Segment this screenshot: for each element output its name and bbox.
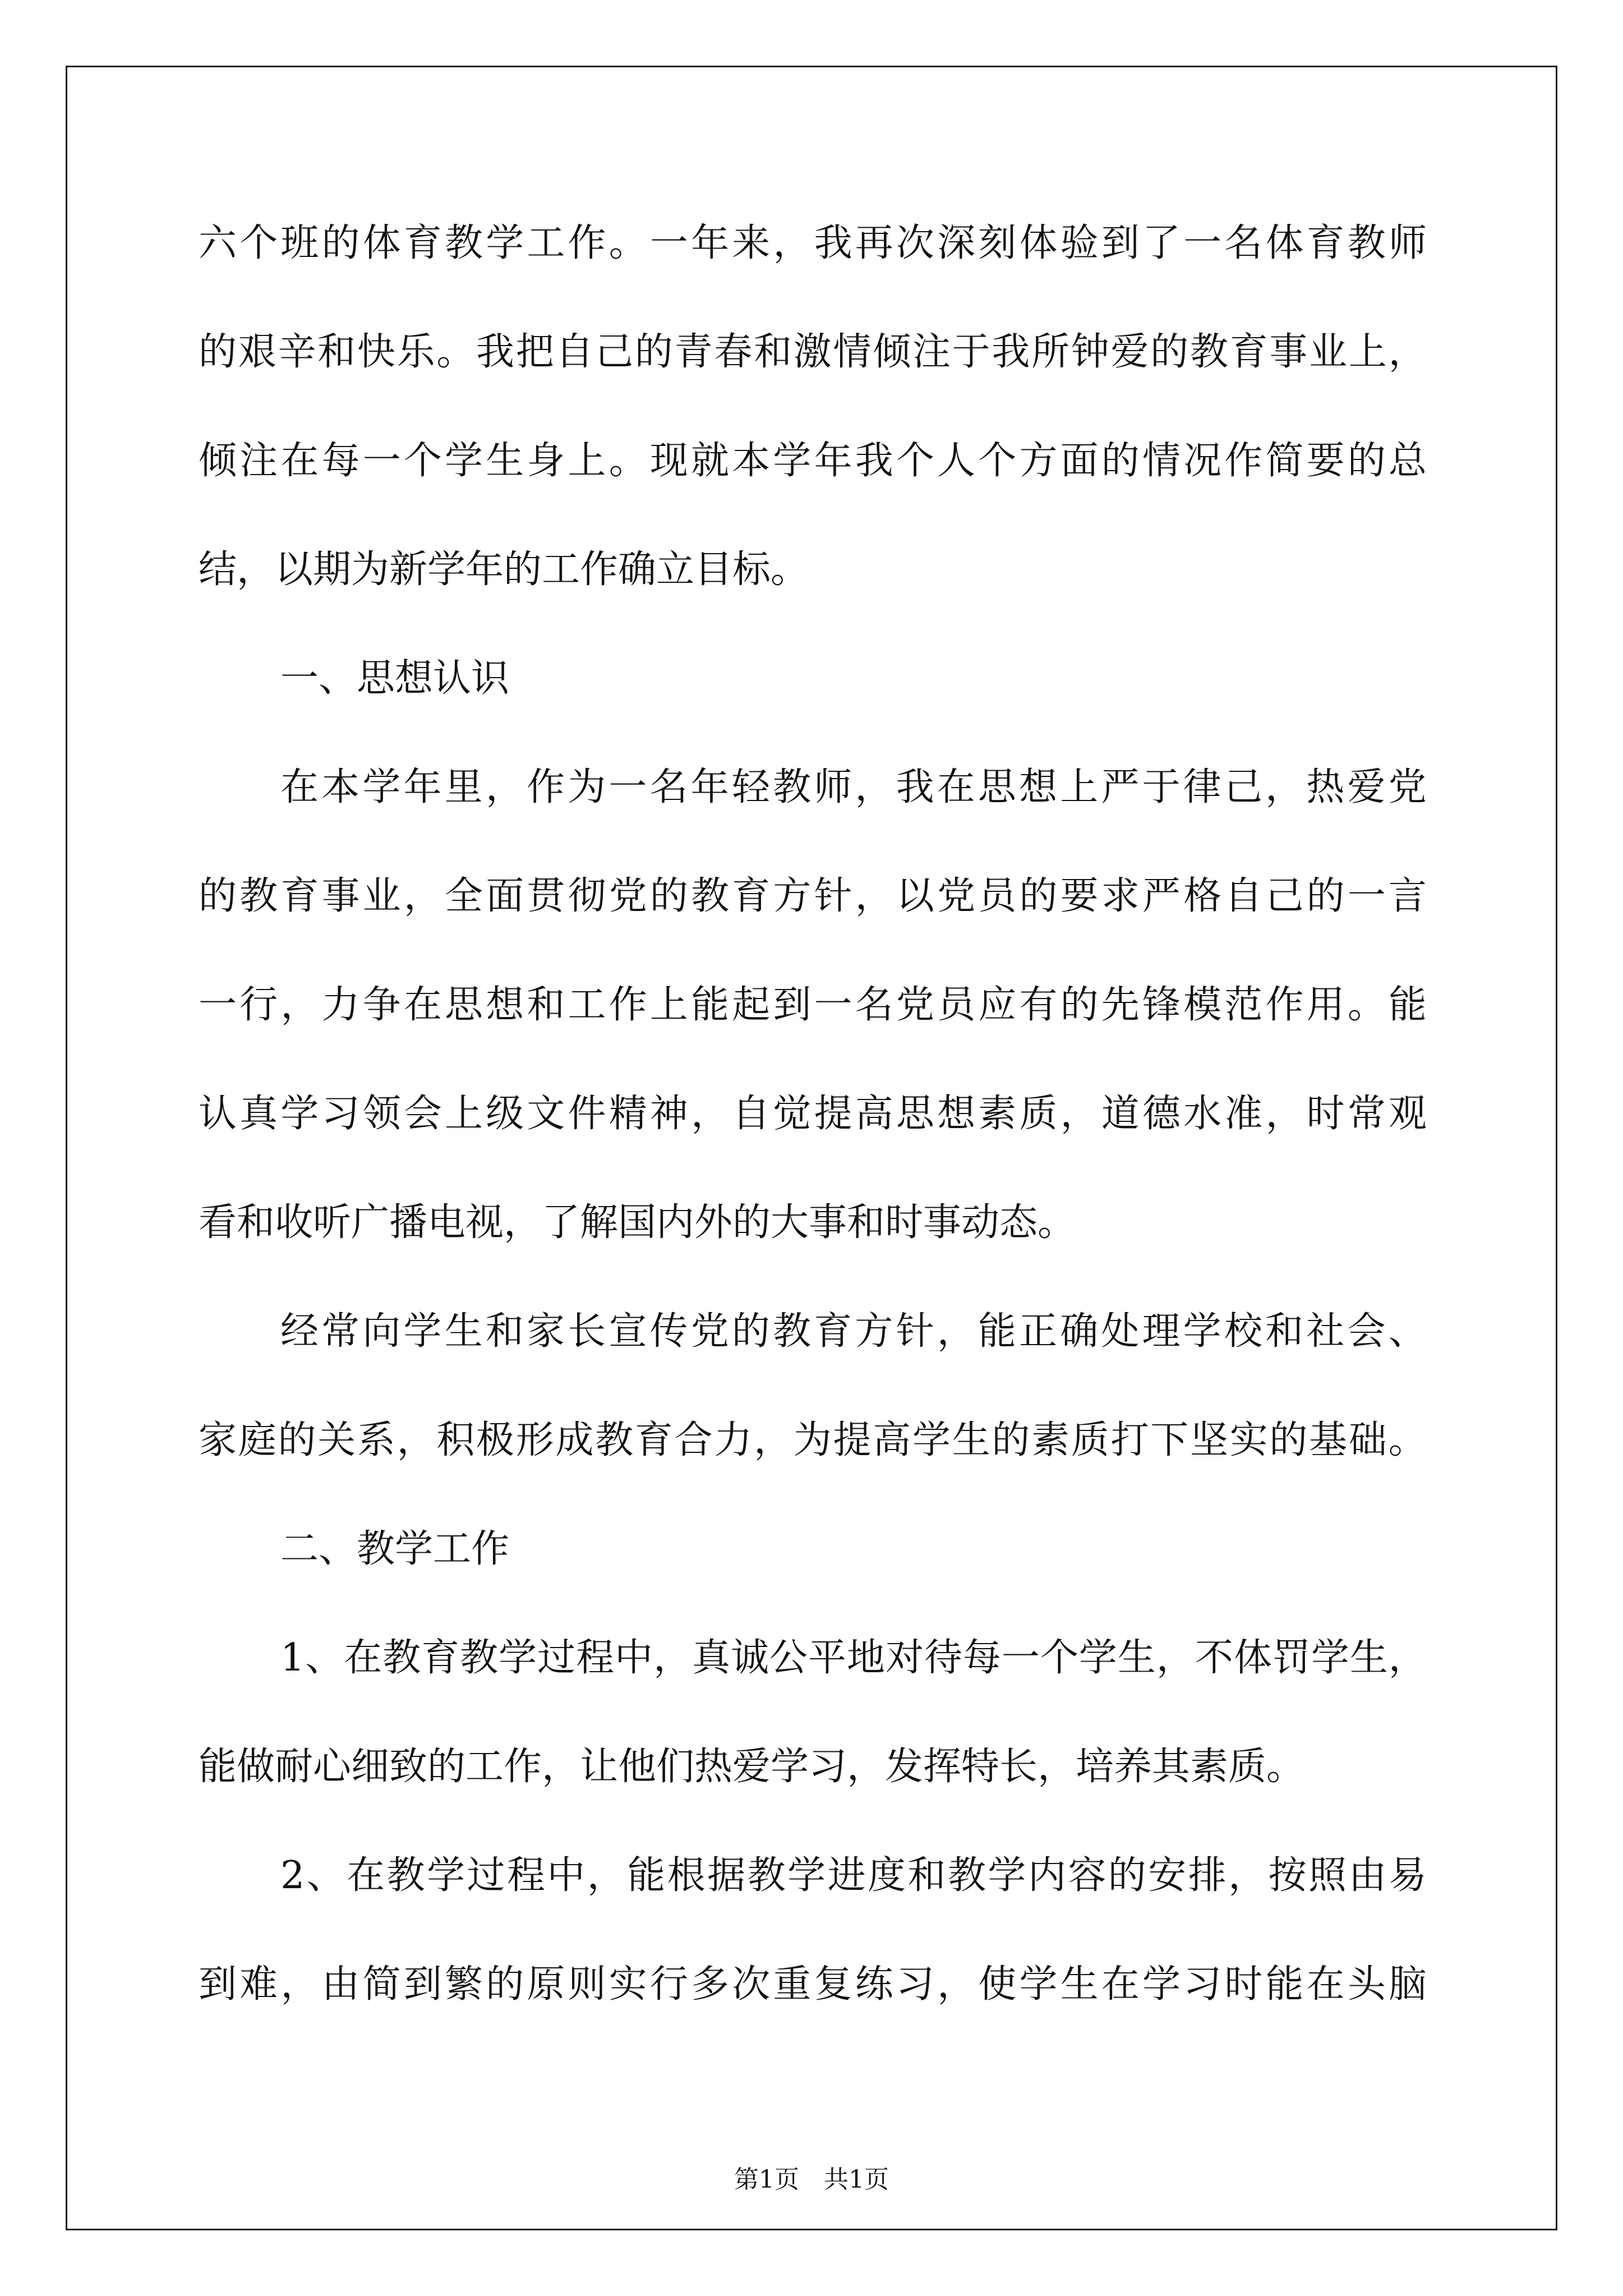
- document-body: [199, 217, 1427, 2067]
- text-line: 到 难 ， 由 简 到 繁 的 原 则 实 行 多 次 重 复 练 习 ， 使 学 生 在 学 习 时 能 在 头 脑: [199, 1962, 1427, 2007]
- section-heading: 二、教学工作: [280, 1527, 510, 1571]
- text-line: 结，以期为新学年的工作确立目标。: [199, 547, 809, 592]
- page-footer: 第1页 共1页: [734, 2165, 889, 2194]
- text-line: 经 常 向 学 生 和 家 长 宣 传 党 的 教 育 方 针 ， 能 正 确 处 理 学 校 和 社 会 、: [280, 1309, 1427, 1354]
- text-line: 的 教 育 事 业 ， 全 面 贯 彻 党 的 教 育 方 针 ， 以 党 员 的 要 求 严 格 自 己 的 一 言: [199, 874, 1427, 918]
- text-line: 家 庭 的 关 系 ， 积 极 形 成 教 育 合 力 ， 为 提 高 学 生 的 素 质 打 下 坚 实 的 基 础 。: [199, 1418, 1427, 1462]
- text-line: 一 行 ， 力 争 在 思 想 和 工 作 上 能 起 到 一 名 党 员 应 有 的 先 锋 模 范 作 用 。 能: [199, 983, 1427, 1027]
- text-line: 倾 注 在 每 一 个 学 生 身 上 。 现 就 本 学 年 我 个 人 个 方 面 的 情 况 作 简 要 的 总: [199, 439, 1427, 483]
- text-line: 2 、 在 教 学 过 程 中 ， 能 根 据 教 学 进 度 和 教 学 内 容 的 安 排 ， 按 照 由 易: [280, 1853, 1427, 1898]
- text-line: 认 真 学 习 领 会 上 级 文 件 精 神 ， 自 觉 提 高 思 想 素 质 ， 道 德 水 准 ， 时 常 观: [199, 1092, 1427, 1136]
- text-line: 1 、 在 教 育 教 学 过 程 中 ， 真 诚 公 平 地 对 待 每 一 个 学 生 ， 不 体 罚 学 生 ，: [280, 1636, 1427, 1680]
- text-line: 在 本 学 年 里 ， 作 为 一 名 年 轻 教 师 ， 我 在 思 想 上 严 于 律 己 ， 热 爱 党: [280, 765, 1427, 809]
- text-line: 能做耐心细致的工作，让他们热爱学习，发挥特长，培养其素质。: [199, 1745, 1305, 1789]
- text-line: 看和收听广播电视，了解国内外的大事和时事动态。: [199, 1200, 1076, 1245]
- text-line: 的 艰 辛 和 快 乐 。 我 把 自 己 的 青 春 和 激 情 倾 注 于 我 所 钟 爱 的 教 育 事 业 上 ，: [199, 330, 1427, 374]
- section-heading: 一、思想认识: [280, 656, 510, 701]
- text-line: 六 个 班 的 体 育 教 学 工 作 。 一 年 来 ， 我 再 次 深 刻 体 验 到 了 一 名 体 育 教 师: [199, 221, 1427, 265]
